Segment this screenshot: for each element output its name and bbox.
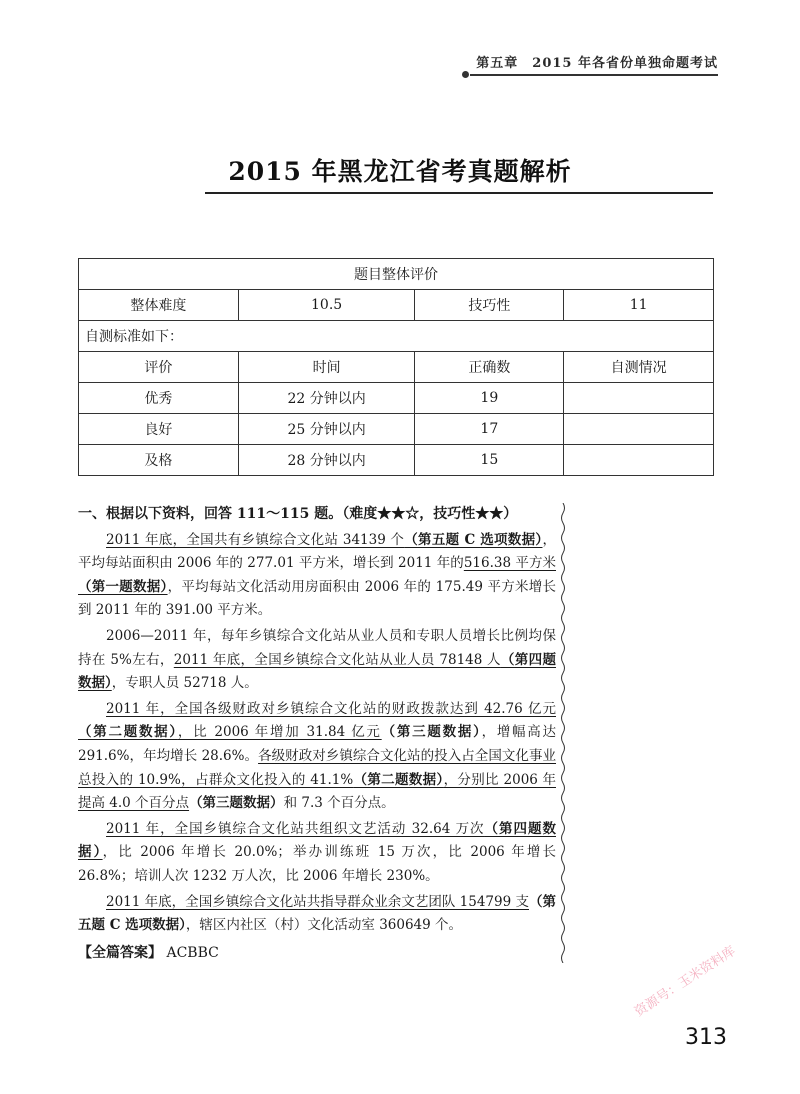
data-tag: （第三题数据） bbox=[381, 724, 482, 741]
wavy-line-path bbox=[562, 503, 565, 963]
body-text: ，平均每站文化活动用房面积由 2006 年的 175.49 平方米增长到 2011 年的 391.00 平方米。 bbox=[78, 578, 557, 619]
table-standard-row bbox=[79, 321, 714, 352]
title-underline bbox=[205, 192, 713, 194]
page-number: 313 bbox=[685, 1025, 727, 1050]
self-check-cell bbox=[564, 414, 714, 445]
body-text: ，增幅高达 291.6%，年均增长 28.6%。 bbox=[78, 724, 557, 764]
correct-cell: 15 bbox=[415, 445, 564, 476]
paragraph-3 bbox=[78, 698, 556, 816]
underlined-text: 2011 年底，全国共有乡镇综合文化站 34139 个 bbox=[106, 531, 405, 548]
section-heading: 一、根据以下资料，回答 111～115 题。（难度★★☆，技巧性★★） bbox=[78, 506, 518, 522]
paragraph-5 bbox=[78, 891, 556, 938]
paragraph-4 bbox=[78, 818, 556, 889]
data-tag: （第三题数据） bbox=[189, 795, 284, 812]
column-header: 评价 bbox=[79, 352, 239, 383]
answer-label: 【全篇答案】 bbox=[78, 944, 162, 961]
data-tag: （第五题 C 选项数据） bbox=[78, 893, 557, 934]
underlined-text: 各级财政对乡镇综合文化站的投入占全国文化事业总投入的 10.9%，占群众文化投入的 41.1% bbox=[78, 747, 557, 788]
body-text: 2006—2011 年，每年乡镇综合文化站从业人员和专职人员增长比例均保持在 5%左右， bbox=[78, 627, 556, 668]
standard-label: 自测标准如下： bbox=[79, 321, 714, 352]
body-text: ，比 2006 年增长 20.0%；举办训练班 15 万次，比 2006 年增长 26.8%；培训人次 1232 万人次，比 2006 年增长 230%。 bbox=[78, 844, 556, 884]
table-row bbox=[79, 383, 714, 414]
underlined-text: 2011 年底，全国乡镇综合文化站从业人员 78148 人 bbox=[173, 651, 501, 668]
self-check-cell bbox=[564, 445, 714, 476]
header-dot-ornament bbox=[462, 71, 469, 78]
body-text: 和 7.3 个百分点。 bbox=[283, 795, 395, 812]
grade-cell: 良好 bbox=[79, 414, 239, 445]
time-cell: 28 分钟以内 bbox=[238, 445, 415, 476]
table-summary-row bbox=[79, 290, 714, 321]
underlined-text: 2011 年底，全国乡镇综合文化站共指导群众业余文艺团队 154799 支 bbox=[106, 893, 529, 910]
header-rule bbox=[470, 74, 718, 76]
underlined-text: 2011 年，全国乡镇综合文化站共组织文艺活动 32.64 万次 bbox=[106, 820, 485, 837]
paragraph-2 bbox=[78, 625, 556, 696]
underlined-text: ，比 2006 年增加 31.84 亿元 bbox=[177, 724, 382, 741]
evaluation-table bbox=[78, 258, 714, 476]
body-text: ，平均每站面积由 2006 年的 277.01 平方米，增长到 2011 年的 bbox=[78, 531, 556, 572]
underlined-text: ，分别比 2006 年提高 4.0 个百分点 bbox=[78, 771, 556, 812]
skill-label: 技巧性 bbox=[415, 290, 564, 321]
data-tag: （第二题数据） bbox=[78, 724, 178, 741]
answer-line bbox=[78, 942, 556, 966]
table-row bbox=[79, 445, 714, 476]
running-header: 第五章 2015 年各省份单独命题考试 bbox=[476, 56, 718, 71]
skill-value: 11 bbox=[564, 290, 714, 321]
time-cell: 25 分钟以内 bbox=[238, 414, 415, 445]
correct-cell: 17 bbox=[415, 414, 564, 445]
data-tag: （第二题数据） bbox=[353, 771, 444, 788]
data-tag: （第四题数据） bbox=[78, 651, 556, 692]
watermark-text: 资源号：玉米资料库 bbox=[632, 943, 739, 1020]
table-caption: 题目整体评价 bbox=[79, 259, 714, 290]
underlined-text: 2011 年，全国各级财政对乡镇综合文化站的财政拨款达到 42.76 亿元 bbox=[106, 700, 556, 717]
grade-cell: 优秀 bbox=[79, 383, 239, 414]
data-tag: （第四题数据） bbox=[78, 820, 556, 861]
table-header-row bbox=[79, 352, 714, 383]
body-text: ，辖区内社区（村）文化活动室 360649 个。 bbox=[185, 917, 463, 934]
difficulty-value: 10.5 bbox=[238, 290, 415, 321]
correct-cell: 19 bbox=[415, 383, 564, 414]
data-tag: （第五题 C 选项数据） bbox=[404, 531, 543, 548]
difficulty-label: 整体难度 bbox=[79, 290, 239, 321]
wavy-side-line bbox=[560, 503, 566, 963]
time-cell: 22 分钟以内 bbox=[238, 383, 415, 414]
data-tag: （第一题数据） bbox=[78, 578, 168, 595]
grade-cell: 及格 bbox=[79, 445, 239, 476]
body-text: ，专职人员 52718 人。 bbox=[111, 675, 258, 692]
column-header: 时间 bbox=[238, 352, 415, 383]
paragraph-1 bbox=[78, 529, 556, 623]
page-title: 2015 年黑龙江省考真题解析 bbox=[228, 157, 572, 186]
table-caption-row bbox=[79, 259, 714, 290]
self-check-cell bbox=[564, 383, 714, 414]
answer-value: ACBBC bbox=[166, 944, 219, 961]
column-header: 自测情况 bbox=[564, 352, 714, 383]
underlined-text: 516.38 平方米 bbox=[463, 555, 556, 572]
table-row bbox=[79, 414, 714, 445]
column-header: 正确数 bbox=[415, 352, 564, 383]
reading-material bbox=[78, 503, 556, 965]
